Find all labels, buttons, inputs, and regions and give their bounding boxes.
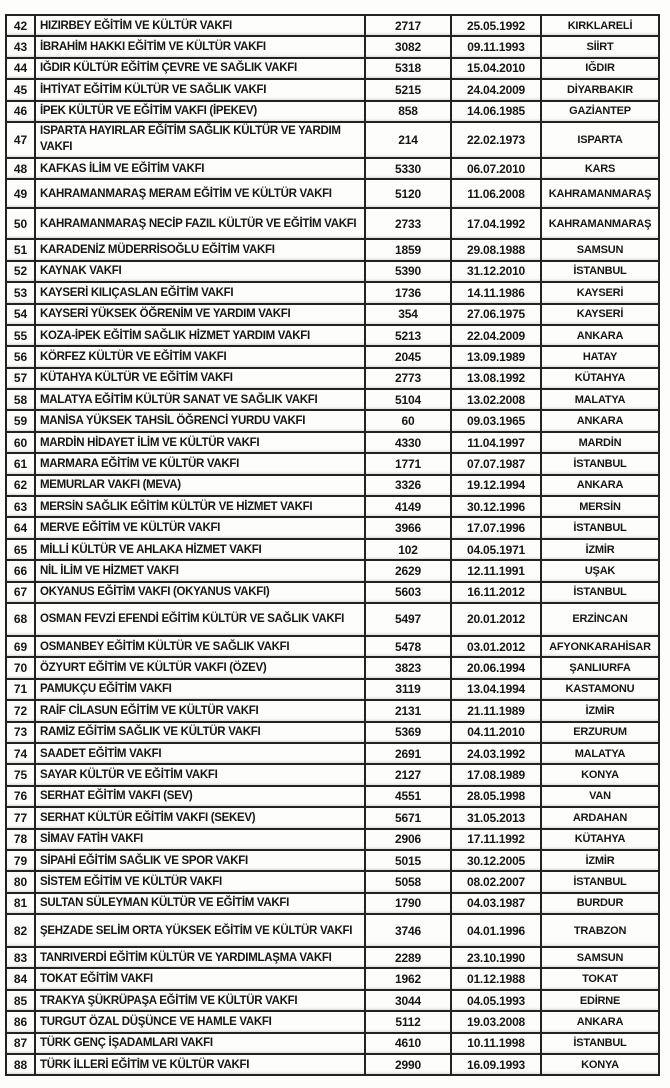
registration-date-cell: 11.06.2008 (451, 179, 541, 208)
table-row (6, 79, 659, 100)
registration-date-cell: 08.02.2007 (451, 871, 541, 892)
row-number-cell: 66 (6, 560, 35, 581)
registration-date-cell: 07.07.1987 (451, 453, 541, 474)
row-number-cell: 51 (6, 239, 35, 260)
foundation-name-cell: NİL İLİM VE HİZMET VAKFI (35, 560, 365, 581)
registration-date-cell: 24.04.2009 (451, 79, 541, 100)
registration-date-cell: 12.11.1991 (451, 560, 541, 581)
registry-number-cell: 60 (365, 410, 451, 431)
city-cell: ANKARA (541, 1011, 659, 1032)
table-row (6, 636, 659, 657)
registration-date-cell: 16.09.1993 (451, 1054, 541, 1075)
city-cell: TOKAT (541, 968, 659, 989)
row-number-cell: 62 (6, 475, 35, 496)
registry-number-cell: 5390 (365, 261, 451, 282)
registration-date-cell: 16.11.2012 (451, 582, 541, 603)
registration-date-cell: 15.04.2010 (451, 58, 541, 79)
table-row (6, 304, 659, 325)
row-number-cell: 87 (6, 1033, 35, 1054)
foundation-name-cell: KAYSERİ YÜKSEK ÖĞRENİM VE YARDIM VAKFI (35, 304, 365, 325)
city-cell: TRABZON (541, 914, 659, 947)
registry-number-cell: 2131 (365, 700, 451, 721)
city-cell: SİİRT (541, 36, 659, 57)
row-number-cell: 65 (6, 539, 35, 560)
city-cell: İZMİR (541, 700, 659, 721)
city-cell: MARDİN (541, 432, 659, 453)
row-number-cell: 64 (6, 517, 35, 538)
registry-number-cell: 5112 (365, 1011, 451, 1032)
row-number-cell: 73 (6, 722, 35, 743)
city-cell: SAMSUN (541, 239, 659, 260)
registration-date-cell: 31.05.2013 (451, 807, 541, 828)
registry-number-cell: 2127 (365, 764, 451, 785)
foundation-name-cell: TÜRK İLLERİ EĞİTİM VE KÜLTÜR VAKFI (35, 1054, 365, 1075)
city-cell: ARDAHAN (541, 807, 659, 828)
registry-number-cell: 2629 (365, 560, 451, 581)
city-cell: KAHRAMANMARAŞ (541, 208, 659, 239)
foundations-table-body (6, 15, 659, 1075)
registry-number-cell: 5330 (365, 158, 451, 179)
row-number-cell: 75 (6, 764, 35, 785)
registration-date-cell: 19.03.2008 (451, 1011, 541, 1032)
row-number-cell: 56 (6, 346, 35, 367)
table-row (6, 871, 659, 892)
city-cell: KASTAMONU (541, 679, 659, 700)
city-cell: İSTANBUL (541, 871, 659, 892)
table-row (6, 657, 659, 678)
city-cell: KIRKLARELİ (541, 15, 659, 36)
foundation-name-cell: SERHAT KÜLTÜR EĞİTİM VAKFI (SEKEV) (35, 807, 365, 828)
foundation-name-cell: SERHAT EĞİTİM VAKFI (SEV) (35, 786, 365, 807)
foundation-name-cell: ISPARTA HAYIRLAR EĞİTİM SAĞLIK KÜLTÜR VE YARDIM VAKFI (35, 122, 365, 158)
registry-number-cell: 2906 (365, 829, 451, 850)
registration-date-cell: 17.07.1996 (451, 517, 541, 538)
table-row (6, 829, 659, 850)
row-number-cell: 63 (6, 496, 35, 517)
foundation-name-cell: MERVE EĞİTİM VE KÜLTÜR VAKFI (35, 517, 365, 538)
foundation-name-cell: MARMARA EĞİTİM VE KÜLTÜR VAKFI (35, 453, 365, 474)
table-row (6, 325, 659, 346)
city-cell: SAMSUN (541, 947, 659, 968)
registry-number-cell: 2773 (365, 368, 451, 389)
foundation-name-cell: TOKAT EĞİTİM VAKFI (35, 968, 365, 989)
table-row (6, 179, 659, 208)
registry-number-cell: 102 (365, 539, 451, 560)
table-row (6, 346, 659, 367)
city-cell: KONYA (541, 1054, 659, 1075)
table-row (6, 807, 659, 828)
row-number-cell: 71 (6, 679, 35, 700)
registration-date-cell: 04.11.2010 (451, 722, 541, 743)
table-row (6, 368, 659, 389)
table-row (6, 743, 659, 764)
registry-number-cell: 2717 (365, 15, 451, 36)
registry-number-cell: 3326 (365, 475, 451, 496)
foundation-name-cell: PAMUKÇU EĞİTİM VAKFI (35, 679, 365, 700)
table-row (6, 453, 659, 474)
city-cell: MERSİN (541, 496, 659, 517)
registry-number-cell: 4551 (365, 786, 451, 807)
registration-date-cell: 23.10.1990 (451, 947, 541, 968)
table-row (6, 539, 659, 560)
row-number-cell: 70 (6, 657, 35, 678)
city-cell: İSTANBUL (541, 1033, 659, 1054)
row-number-cell: 61 (6, 453, 35, 474)
table-row (6, 914, 659, 947)
city-cell: ERZİNCAN (541, 603, 659, 636)
table-row (6, 603, 659, 636)
row-number-cell: 50 (6, 208, 35, 239)
foundations-table (5, 14, 660, 1076)
city-cell: DİYARBAKIR (541, 79, 659, 100)
table-row (6, 1054, 659, 1075)
city-cell: IĞDIR (541, 58, 659, 79)
foundation-name-cell: MEMURLAR VAKFI (MEVA) (35, 475, 365, 496)
registration-date-cell: 03.01.2012 (451, 636, 541, 657)
foundation-name-cell: KAFKAS İLİM VE EĞİTİM VAKFI (35, 158, 365, 179)
row-number-cell: 79 (6, 850, 35, 871)
registration-date-cell: 24.03.1992 (451, 743, 541, 764)
city-cell: İSTANBUL (541, 517, 659, 538)
row-number-cell: 45 (6, 79, 35, 100)
city-cell: ŞANLIURFA (541, 657, 659, 678)
foundation-name-cell: KÖRFEZ KÜLTÜR VE EĞİTİM VAKFI (35, 346, 365, 367)
table-row (6, 496, 659, 517)
table-row (6, 517, 659, 538)
registry-number-cell: 5603 (365, 582, 451, 603)
city-cell: İZMİR (541, 850, 659, 871)
row-number-cell: 52 (6, 261, 35, 282)
registry-number-cell: 3119 (365, 679, 451, 700)
foundation-name-cell: TURGUT ÖZAL DÜŞÜNCE VE HAMLE VAKFI (35, 1011, 365, 1032)
city-cell: İSTANBUL (541, 261, 659, 282)
row-number-cell: 58 (6, 389, 35, 410)
city-cell: ERZURUM (541, 722, 659, 743)
foundation-name-cell: HIZIRBEY EĞİTİM VE KÜLTÜR VAKFI (35, 15, 365, 36)
foundation-name-cell: KAYSERİ KILIÇASLAN EĞİTİM VAKFI (35, 282, 365, 303)
row-number-cell: 84 (6, 968, 35, 989)
registration-date-cell: 11.04.1997 (451, 432, 541, 453)
row-number-cell: 81 (6, 893, 35, 914)
row-number-cell: 43 (6, 36, 35, 57)
registration-date-cell: 04.03.1987 (451, 893, 541, 914)
city-cell: GAZİANTEP (541, 101, 659, 122)
foundation-name-cell: KAHRAMANMARAŞ MERAM EĞİTİM VE KÜLTÜR VAKFI (35, 179, 365, 208)
foundation-name-cell: OSMANBEY EĞİTİM KÜLTÜR VE SAĞLIK VAKFI (35, 636, 365, 657)
registration-date-cell: 13.09.1989 (451, 346, 541, 367)
registration-date-cell: 28.05.1998 (451, 786, 541, 807)
row-number-cell: 57 (6, 368, 35, 389)
row-number-cell: 86 (6, 1011, 35, 1032)
city-cell: MALATYA (541, 389, 659, 410)
foundation-name-cell: MALATYA EĞİTİM KÜLTÜR SANAT VE SAĞLIK VAKFI (35, 389, 365, 410)
table-row (6, 36, 659, 57)
row-number-cell: 78 (6, 829, 35, 850)
city-cell: KÜTAHYA (541, 829, 659, 850)
registration-date-cell: 13.08.1992 (451, 368, 541, 389)
table-row (6, 947, 659, 968)
registration-date-cell: 04.01.1996 (451, 914, 541, 947)
foundation-name-cell: SİMAV FATİH VAKFI (35, 829, 365, 850)
registry-number-cell: 2045 (365, 346, 451, 367)
registration-date-cell: 20.01.2012 (451, 603, 541, 636)
registry-number-cell: 3746 (365, 914, 451, 947)
foundation-name-cell: SAYAR KÜLTÜR VE EĞİTİM VAKFI (35, 764, 365, 785)
foundation-name-cell: KÜTAHYA KÜLTÜR VE EĞİTİM VAKFI (35, 368, 365, 389)
table-row (6, 990, 659, 1011)
city-cell: ISPARTA (541, 122, 659, 158)
table-row (6, 1011, 659, 1032)
table-row (6, 158, 659, 179)
registry-number-cell: 5478 (365, 636, 451, 657)
row-number-cell: 46 (6, 101, 35, 122)
city-cell: HATAY (541, 346, 659, 367)
table-row (6, 722, 659, 743)
registry-number-cell: 5215 (365, 79, 451, 100)
city-cell: İZMİR (541, 539, 659, 560)
city-cell: ANKARA (541, 325, 659, 346)
foundation-name-cell: MARDİN HİDAYET İLİM VE KÜLTÜR VAKFI (35, 432, 365, 453)
row-number-cell: 60 (6, 432, 35, 453)
city-cell: İSTANBUL (541, 582, 659, 603)
registry-number-cell: 5671 (365, 807, 451, 828)
city-cell: KONYA (541, 764, 659, 785)
row-number-cell: 77 (6, 807, 35, 828)
table-row (6, 261, 659, 282)
registration-date-cell: 17.11.1992 (451, 829, 541, 850)
table-row (6, 15, 659, 36)
city-cell: EDİRNE (541, 990, 659, 1011)
foundation-name-cell: SİPAHİ EĞİTİM SAĞLIK VE SPOR VAKFI (35, 850, 365, 871)
registry-number-cell: 4149 (365, 496, 451, 517)
registry-number-cell: 214 (365, 122, 451, 158)
registry-number-cell: 2990 (365, 1054, 451, 1075)
registry-number-cell: 1790 (365, 893, 451, 914)
registry-number-cell: 3044 (365, 990, 451, 1011)
city-cell: VAN (541, 786, 659, 807)
row-number-cell: 53 (6, 282, 35, 303)
city-cell: KAYSERİ (541, 282, 659, 303)
row-number-cell: 48 (6, 158, 35, 179)
registry-number-cell: 1771 (365, 453, 451, 474)
row-number-cell: 44 (6, 58, 35, 79)
table-row (6, 475, 659, 496)
foundation-name-cell: MİLLİ KÜLTÜR VE AHLAKA HİZMET VAKFI (35, 539, 365, 560)
registration-date-cell: 27.06.1975 (451, 304, 541, 325)
foundation-name-cell: TANRIVERDİ EĞİTİM KÜLTÜR VE YARDIMLAŞMA VAKFI (35, 947, 365, 968)
row-number-cell: 76 (6, 786, 35, 807)
row-number-cell: 68 (6, 603, 35, 636)
registration-date-cell: 13.04.1994 (451, 679, 541, 700)
registration-date-cell: 01.12.1988 (451, 968, 541, 989)
registry-number-cell: 5104 (365, 389, 451, 410)
table-row (6, 700, 659, 721)
city-cell: ANKARA (541, 475, 659, 496)
table-row (6, 1033, 659, 1054)
registration-date-cell: 09.11.1993 (451, 36, 541, 57)
foundation-name-cell: SULTAN SÜLEYMAN KÜLTÜR VE EĞİTİM VAKFI (35, 893, 365, 914)
table-row (6, 679, 659, 700)
row-number-cell: 42 (6, 15, 35, 36)
registration-date-cell: 29.08.1988 (451, 239, 541, 260)
registration-date-cell: 17.08.1989 (451, 764, 541, 785)
foundation-name-cell: İHTİYAT EĞİTİM KÜLTÜR VE SAĞLIK VAKFI (35, 79, 365, 100)
foundation-name-cell: MERSİN SAĞLIK EĞİTİM KÜLTÜR VE HİZMET VAKFI (35, 496, 365, 517)
registration-date-cell: 13.02.2008 (451, 389, 541, 410)
table-row (6, 968, 659, 989)
registration-date-cell: 06.07.2010 (451, 158, 541, 179)
table-row (6, 410, 659, 431)
city-cell: UŞAK (541, 560, 659, 581)
table-row (6, 786, 659, 807)
registration-date-cell: 09.03.1965 (451, 410, 541, 431)
registration-date-cell: 14.11.1986 (451, 282, 541, 303)
city-cell: KÜTAHYA (541, 368, 659, 389)
registration-date-cell: 22.04.2009 (451, 325, 541, 346)
registration-date-cell: 04.05.1971 (451, 539, 541, 560)
foundation-name-cell: OKYANUS EĞİTİM VAKFI (OKYANUS VAKFI) (35, 582, 365, 603)
foundation-name-cell: İPEK KÜLTÜR VE EĞİTİM VAKFI (İPEKEV) (35, 101, 365, 122)
row-number-cell: 80 (6, 871, 35, 892)
row-number-cell: 74 (6, 743, 35, 764)
row-number-cell: 83 (6, 947, 35, 968)
registry-number-cell: 5015 (365, 850, 451, 871)
table-row (6, 389, 659, 410)
table-row (6, 850, 659, 871)
city-cell: BURDUR (541, 893, 659, 914)
city-cell: MALATYA (541, 743, 659, 764)
registry-number-cell: 2289 (365, 947, 451, 968)
registry-number-cell: 5318 (365, 58, 451, 79)
registry-number-cell: 5369 (365, 722, 451, 743)
table-row (6, 101, 659, 122)
foundation-name-cell: IĞDIR KÜLTÜR EĞİTİM ÇEVRE VE SAĞLIK VAKFI (35, 58, 365, 79)
table-row (6, 893, 659, 914)
city-cell: İSTANBUL (541, 453, 659, 474)
foundation-name-cell: TRAKYA ŞÜKRÜPAŞA EĞİTİM VE KÜLTÜR VAKFI (35, 990, 365, 1011)
registry-number-cell: 5497 (365, 603, 451, 636)
registration-date-cell: 17.04.1992 (451, 208, 541, 239)
row-number-cell: 54 (6, 304, 35, 325)
row-number-cell: 82 (6, 914, 35, 947)
registration-date-cell: 21.11.1989 (451, 700, 541, 721)
city-cell: KARS (541, 158, 659, 179)
table-row (6, 582, 659, 603)
table-row (6, 58, 659, 79)
registration-date-cell: 14.06.1985 (451, 101, 541, 122)
foundation-name-cell: KAYNAK VAKFI (35, 261, 365, 282)
foundation-name-cell: İBRAHİM HAKKI EĞİTİM VE KÜLTÜR VAKFI (35, 36, 365, 57)
registration-date-cell: 20.06.1994 (451, 657, 541, 678)
registry-number-cell: 2691 (365, 743, 451, 764)
foundation-name-cell: TÜRK GENÇ İŞADAMLARI VAKFI (35, 1033, 365, 1054)
registration-date-cell: 19.12.1994 (451, 475, 541, 496)
registration-date-cell: 30.12.2005 (451, 850, 541, 871)
registration-date-cell: 30.12.1996 (451, 496, 541, 517)
registry-number-cell: 3823 (365, 657, 451, 678)
row-number-cell: 88 (6, 1054, 35, 1075)
registry-number-cell: 3966 (365, 517, 451, 538)
row-number-cell: 47 (6, 122, 35, 158)
table-row (6, 764, 659, 785)
row-number-cell: 85 (6, 990, 35, 1011)
foundation-name-cell: OSMAN FEVZİ EFENDİ EĞİTİM KÜLTÜR VE SAĞLIK VAKFI (35, 603, 365, 636)
registry-number-cell: 3082 (365, 36, 451, 57)
city-cell: AFYONKARAHİSAR (541, 636, 659, 657)
table-row (6, 560, 659, 581)
registry-number-cell: 5058 (365, 871, 451, 892)
table-row (6, 122, 659, 158)
foundation-name-cell: SİSTEM EĞİTİM VE KÜLTÜR VAKFI (35, 871, 365, 892)
row-number-cell: 72 (6, 700, 35, 721)
registry-number-cell: 5213 (365, 325, 451, 346)
foundation-name-cell: SAADET EĞİTİM VAKFI (35, 743, 365, 764)
table-row (6, 239, 659, 260)
registry-number-cell: 354 (365, 304, 451, 325)
registration-date-cell: 10.11.1998 (451, 1033, 541, 1054)
registry-number-cell: 4330 (365, 432, 451, 453)
city-cell: KAYSERİ (541, 304, 659, 325)
registry-number-cell: 2733 (365, 208, 451, 239)
foundation-name-cell: RAMİZ EĞİTİM SAĞLIK VE KÜLTÜR VAKFI (35, 722, 365, 743)
registration-date-cell: 25.05.1992 (451, 15, 541, 36)
foundation-name-cell: MANİSA YÜKSEK TAHSİL ÖĞRENCİ YURDU VAKFI (35, 410, 365, 431)
registry-number-cell: 1859 (365, 239, 451, 260)
row-number-cell: 49 (6, 179, 35, 208)
foundation-name-cell: KAHRAMANMARAŞ NECİP FAZIL KÜLTÜR VE EĞİTİM VAKFI (35, 208, 365, 239)
foundation-name-cell: ÖZYURT EĞİTİM VE KÜLTÜR VAKFI (ÖZEV) (35, 657, 365, 678)
row-number-cell: 69 (6, 636, 35, 657)
registry-number-cell: 4610 (365, 1033, 451, 1054)
city-cell: KAHRAMANMARAŞ (541, 179, 659, 208)
registry-number-cell: 1736 (365, 282, 451, 303)
registration-date-cell: 22.02.1973 (451, 122, 541, 158)
table-row (6, 208, 659, 239)
registration-date-cell: 04.05.1993 (451, 990, 541, 1011)
table-row (6, 432, 659, 453)
registry-number-cell: 858 (365, 101, 451, 122)
foundation-name-cell: KARADENİZ MÜDERRİSOĞLU EĞİTİM VAKFI (35, 239, 365, 260)
table-row (6, 282, 659, 303)
foundation-name-cell: ŞEHZADE SELİM ORTA YÜKSEK EĞİTİM VE KÜLTÜR VAKFI (35, 914, 365, 947)
registry-number-cell: 5120 (365, 179, 451, 208)
row-number-cell: 59 (6, 410, 35, 431)
city-cell: ANKARA (541, 410, 659, 431)
registry-number-cell: 1962 (365, 968, 451, 989)
registration-date-cell: 31.12.2010 (451, 261, 541, 282)
row-number-cell: 55 (6, 325, 35, 346)
row-number-cell: 67 (6, 582, 35, 603)
foundation-name-cell: KOZA-İPEK EĞİTİM SAĞLIK HİZMET YARDIM VAKFI (35, 325, 365, 346)
foundation-name-cell: RAİF CİLASUN EĞİTİM VE KÜLTÜR VAKFI (35, 700, 365, 721)
